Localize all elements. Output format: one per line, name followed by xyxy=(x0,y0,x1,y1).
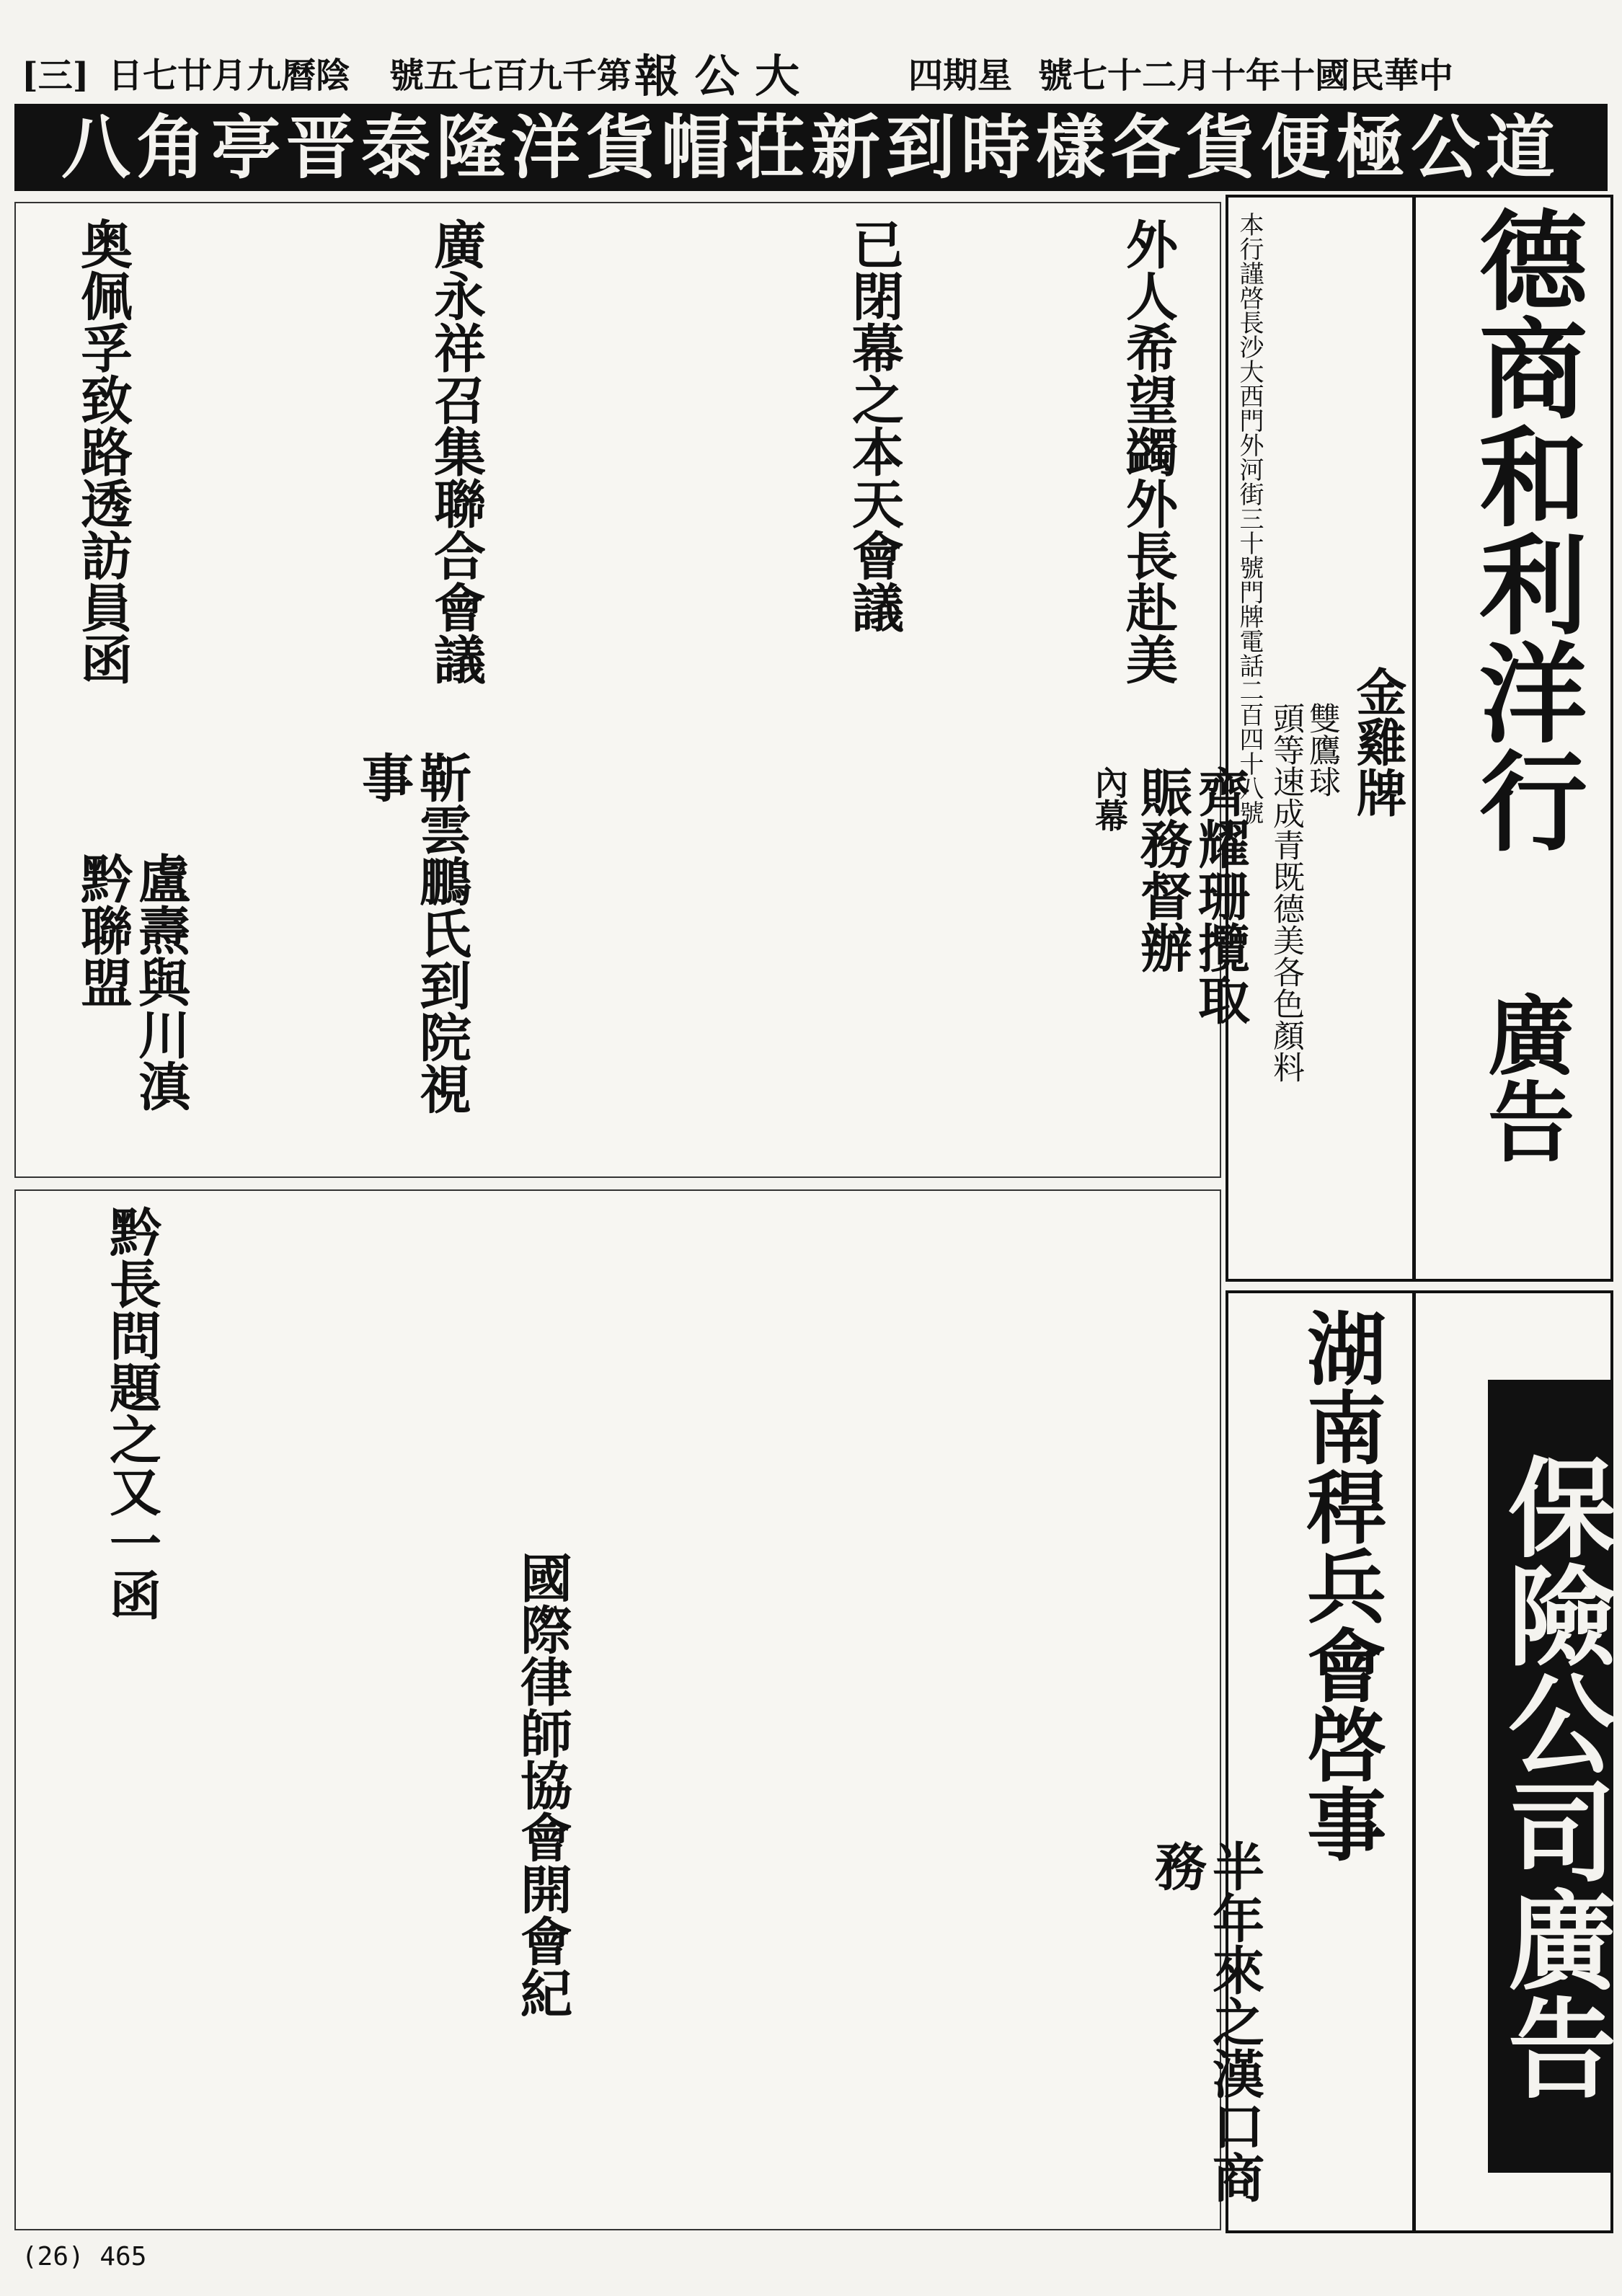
ad-deshang-details xyxy=(1226,195,1415,1282)
article-title-9: 黔長問題之又一函 xyxy=(101,1205,162,1621)
article-title-2: 已閉幕之本天會議 xyxy=(843,218,905,633)
lunar-date: 日七廿月九曆陰 xyxy=(108,56,351,96)
ad-insurance xyxy=(1413,1290,1616,2233)
ad-deshang-guanggao: 廣告 xyxy=(1473,990,1575,1163)
ad-insurance-title: 保險公司廣告 xyxy=(1488,1380,1610,2173)
article-title-4: 靳雲鵬氏到院視事 xyxy=(353,751,472,1114)
page-footer: (26) 465 xyxy=(22,2242,147,2271)
page-bracket: [三] xyxy=(22,56,89,96)
issue-number: 號五七百九千第 xyxy=(389,56,632,96)
article-title-5: 奥佩孚致路透訪員函 xyxy=(72,218,133,685)
article-sub-6: 內幕 xyxy=(1090,766,1129,832)
lower-articles xyxy=(14,1189,1265,2230)
paper-name: 報 公 大 xyxy=(634,50,800,102)
top-banner-ad: 八角亭晋泰隆洋貨帽荘新到時樣各貨便極公道 xyxy=(14,105,1608,191)
ad-deshang-name: 德商和利洋行 xyxy=(1461,205,1587,854)
ad-brand2: 雙鷹球 xyxy=(1303,702,1340,797)
article-title-10: 半年來之漢口商務 xyxy=(1146,1840,1265,2203)
ad-address: 本行謹啓長沙大西門外河街三十號門牌電話二百四十八號 xyxy=(1235,212,1264,825)
article-title-6: 齊耀珊攬取賑務督辦 xyxy=(1132,766,1251,1025)
ad-hunan-title: 湖南稈兵會啓事 xyxy=(1294,1308,1387,1863)
ad-brand: 金雞牌 xyxy=(1348,666,1408,817)
ad-deshang xyxy=(1413,195,1613,1282)
article-title-7: 盧燾與川滇黔聯盟 xyxy=(72,852,191,1112)
weekday: 四期星 xyxy=(908,56,1013,96)
gregorian-date: 號七十二月十年十國民華中 xyxy=(1038,56,1454,96)
article-title-3: 廣永祥召集聯合會議 xyxy=(425,218,487,685)
masthead xyxy=(14,35,1608,107)
ad-product-line: 頭等速成青既德美各色顏料 xyxy=(1267,702,1304,1083)
article-title-1: 外人希望蠲外長赴美 xyxy=(1117,218,1179,685)
article-title-8: 國際律師協會開會紀 xyxy=(512,1551,573,2018)
